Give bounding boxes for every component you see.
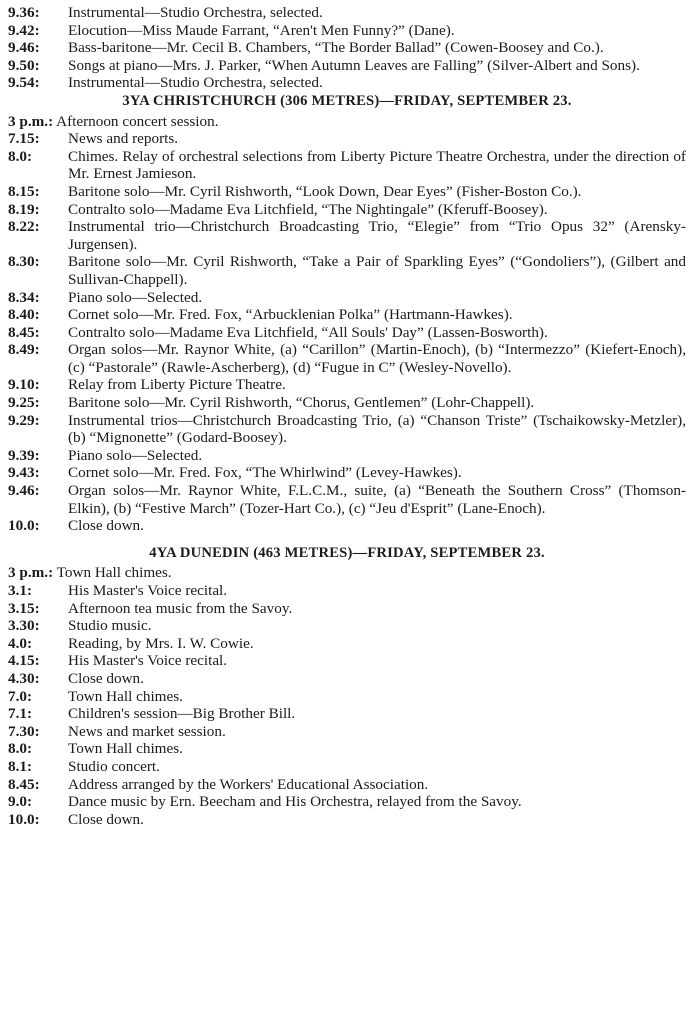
entry-description: Elocution—Miss Maude Farrant, “Aren't Men Funny?” (Dane).	[68, 21, 455, 39]
entry-time: 4.0:	[8, 634, 33, 652]
entry-time: 3.15:	[8, 599, 40, 617]
entry-description: Instrumental—Studio Orchestra, selected.	[68, 4, 323, 21]
entry-description: Chimes. Relay of orchestral selections from Liberty Picture Theatre Orchestra, under the direction of Mr. Ernest Jamieson.	[68, 147, 686, 183]
entry-time: 8.15:	[8, 182, 40, 200]
entry-time: 8.0:	[8, 147, 33, 165]
programme-entry	[8, 341, 686, 376]
programme-entry	[8, 688, 686, 706]
entry-time: 9.46:	[8, 39, 40, 57]
entry-time: 9.39:	[8, 446, 40, 464]
entry-time: 8.40:	[8, 306, 40, 324]
entry-time: 3.30:	[8, 617, 40, 635]
entry-time: 7.0:	[8, 687, 33, 705]
entry-description: Baritone solo—Mr. Cyril Rishworth, “Look Down, Dear Eyes” (Fisher-Boston Co.).	[68, 182, 582, 200]
programme-entry	[8, 324, 686, 342]
programme-entry	[8, 776, 686, 794]
entry-description: Bass-baritone—Mr. Cecil B. Chambers, “The Border Ballad” (Cowen-Boosey and Co.).	[68, 39, 604, 57]
entry-description: Contralto solo—Madame Eva Litchfield, “All Souls' Day” (Lassen-Bosworth).	[68, 323, 548, 341]
entry-description: Instrumental—Studio Orchestra, selected.	[68, 74, 323, 92]
programme-entry	[8, 22, 686, 40]
entry-time: 9.50:	[8, 56, 40, 74]
entry-description: Town Hall chimes.	[68, 740, 183, 758]
entry-description: Baritone solo—Mr. Cyril Rishworth, “Chorus, Gentlemen” (Lohr-Chappell).	[68, 394, 535, 412]
entry-description: Reading, by Mrs. I. W. Cowie.	[68, 634, 254, 652]
entry-time: 7.1:	[8, 705, 33, 723]
entry-description: Cornet solo—Mr. Fred. Fox, “The Whirlwind” (Levey-Hawkes).	[68, 464, 462, 482]
programme-entry	[8, 201, 686, 219]
entry-description: News and reports.	[68, 130, 179, 148]
entry-description: His Master's Voice recital.	[68, 582, 228, 599]
programme-entry	[8, 447, 686, 465]
programme-section	[8, 4, 686, 92]
entry-time: 8.0:	[8, 740, 33, 758]
entry-description: Studio concert.	[68, 757, 160, 775]
entry-description: Address arranged by the Workers' Educational Association.	[68, 775, 429, 793]
entry-time: 9.29:	[8, 411, 40, 429]
entry-time: 8.1:	[8, 757, 33, 775]
programme-entry	[8, 289, 686, 307]
entry-description: News and market session.	[68, 722, 226, 740]
entry-time: 8.30:	[8, 253, 40, 271]
entry-description: Songs at piano—Mrs. J. Parker, “When Autumn Leaves are Falling” (Silver-Albert and Sons).	[68, 56, 640, 74]
entry-description: Piano solo—Selected.	[68, 288, 203, 306]
programme-entry	[8, 148, 686, 183]
entry-time: 8.34:	[8, 288, 40, 306]
programme-entry	[8, 482, 686, 517]
programme-entry	[8, 793, 686, 811]
entry-description: Studio music.	[68, 617, 152, 635]
programme-entry	[8, 705, 686, 723]
programme-entry	[8, 394, 686, 412]
entry-description: Close down.	[68, 810, 144, 828]
programme-entry	[8, 517, 686, 535]
entry-description: Organ solos—Mr. Raynor White, F.L.C.M., suite, (a) “Beneath the Southern Cross” (Thomson-Elkin), (b) “Festive March” (Tozer-Hart Co.), (c) “Jeu d'Esprit” (Lane-Enoch).	[68, 482, 686, 517]
programme-entry	[8, 464, 686, 482]
programme-entry	[8, 723, 686, 741]
entry-description: Town Hall chimes.	[56, 564, 172, 582]
entry-description: Instrumental trio—Christchurch Broadcasting Trio, “Elegie” from “Trio Opus 32” (Arensky-Jurgensen).	[68, 218, 686, 253]
programme-entry	[8, 582, 686, 600]
entry-time: 8.49:	[8, 341, 40, 359]
entry-description: Dance music by Ern. Beecham and His Orchestra, relayed from the Savoy.	[68, 793, 522, 811]
programme-section	[8, 93, 686, 544]
entry-time: 8.19:	[8, 200, 40, 218]
entry-time: 10.0:	[8, 810, 40, 828]
programme-entry	[8, 811, 686, 829]
entry-time: 9.0:	[8, 793, 33, 811]
entry-time: 9.25:	[8, 394, 40, 412]
programme-entry	[8, 412, 686, 447]
programme-entry	[8, 306, 686, 324]
programme-entry	[8, 4, 686, 22]
entry-description: Instrumental trios—Christchurch Broadcasting Trio, (a) “Chanson Triste” (Tschaikowsky-Metzler), (b) “Mignonette” (Godard-Boosey).	[68, 411, 686, 447]
entry-description: Afternoon tea music from the Savoy.	[68, 599, 293, 617]
programme-entry	[8, 57, 686, 75]
entry-description: Close down.	[68, 517, 144, 535]
station-heading: 4YA DUNEDIN (463 METRES)—FRIDAY, SEPTEMBER 23.	[149, 544, 545, 561]
programme-entry	[8, 130, 686, 148]
programme-entry	[8, 564, 686, 582]
entry-description: Contralto solo—Madame Eva Litchfield, “The Nightingale” (Kferuff-Boosey).	[68, 200, 548, 218]
programme-entry	[8, 39, 686, 57]
entry-time: 9.36:	[8, 4, 40, 21]
programme-entry	[8, 758, 686, 776]
programme-entry	[8, 376, 686, 394]
programme-entry	[8, 652, 686, 670]
entry-time: 9.54:	[8, 74, 40, 92]
programme-entry	[8, 113, 686, 131]
entry-time: 8.22:	[8, 218, 40, 236]
entry-description: Organ solos—Mr. Raynor White, (a) “Carillon” (Martin-Enoch), (b) “Intermezzo” (Kiefert-Enoch), (c) “Pastorale” (Rawle-Ascherberg), (d) “Fugue in C” (Wesley-Novello).	[68, 341, 686, 376]
programme-entry	[8, 635, 686, 653]
entry-description: Relay from Liberty Picture Theatre.	[68, 376, 286, 394]
entry-time: 3 p.m.:	[8, 564, 54, 582]
entry-time: 9.10:	[8, 376, 40, 394]
entry-time: 8.45:	[8, 323, 40, 341]
entry-time: 9.46:	[8, 482, 40, 500]
entry-description: Town Hall chimes.	[68, 687, 183, 705]
entry-time: 9.42:	[8, 21, 40, 39]
entry-description: Close down.	[68, 669, 144, 687]
station-heading: 3YA CHRISTCHURCH (306 METRES)—FRIDAY, SEPTEMBER 23.	[122, 92, 572, 109]
entry-time: 9.43:	[8, 464, 40, 482]
programme-entry	[8, 74, 686, 92]
programme-entry	[8, 740, 686, 758]
entry-time: 7.15:	[8, 130, 40, 148]
entry-description: Piano solo—Selected.	[68, 446, 203, 464]
entry-description: Afternoon concert session.	[56, 112, 219, 130]
section-spacer	[8, 535, 686, 544]
programme-entry	[8, 253, 686, 288]
entry-time: 4.30:	[8, 669, 40, 687]
entry-description: His Master's Voice recital.	[68, 652, 228, 670]
programme-entry	[8, 670, 686, 688]
entry-description: Baritone solo—Mr. Cyril Rishworth, “Take a Pair of Sparkling Eyes” (“Gondoliers”), (Gilbert and Sullivan-Chappell).	[68, 253, 686, 288]
programme-entry	[8, 617, 686, 635]
entry-description: Children's session—Big Brother Bill.	[68, 705, 296, 723]
programme-entry	[8, 218, 686, 253]
programme-section	[8, 545, 686, 829]
entry-time: 7.30:	[8, 722, 40, 740]
entry-time: 3 p.m.:	[8, 112, 54, 130]
programme-entry	[8, 600, 686, 618]
entry-time: 10.0:	[8, 517, 40, 535]
entry-time: 4.15:	[8, 652, 40, 670]
entry-time: 8.45:	[8, 775, 40, 793]
entry-time: 3.1:	[8, 582, 33, 599]
programme-entry	[8, 183, 686, 201]
entry-description: Cornet solo—Mr. Fred. Fox, “Arbucklenian Polka” (Hartmann-Hawkes).	[68, 306, 513, 324]
